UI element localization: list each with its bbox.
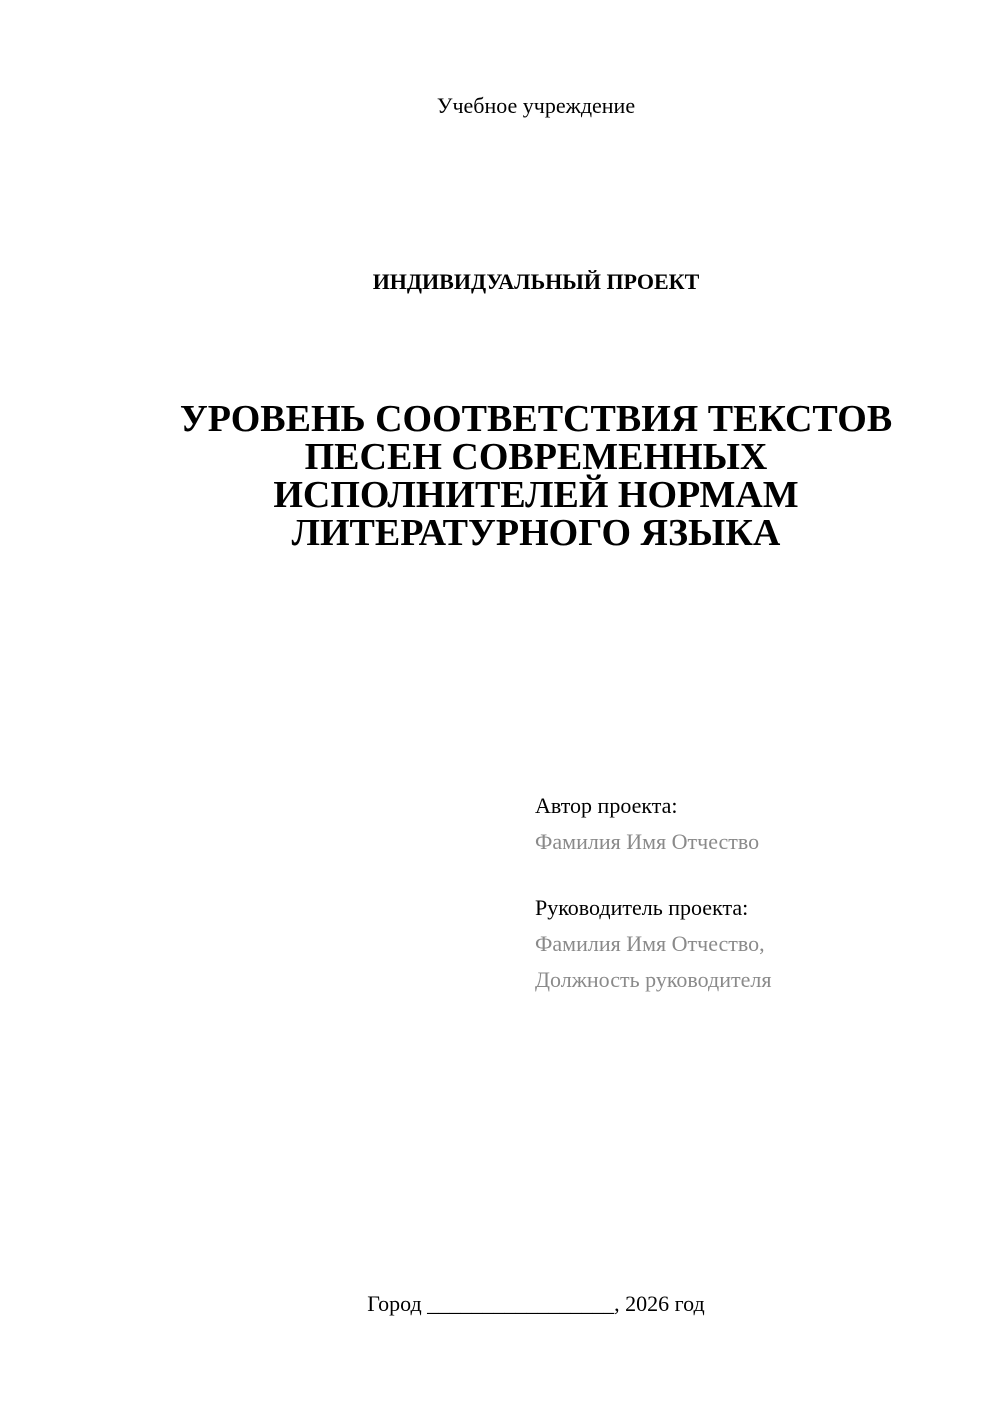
spacer [535,860,975,890]
title-line: ПЕСЕН СОВРЕМЕННЫХ [304,436,768,478]
document-type: ИНДИВИДУАЛЬНЫЙ ПРОЕКТ [372,269,700,294]
project-people-block [535,788,975,998]
title-line: УРОВЕНЬ СООТВЕТСТВИЯ ТЕКСТОВ [179,398,893,440]
institution-name: Учебное учреждение [436,93,636,118]
author-label: Автор проекта: [535,793,678,818]
supervisor-label: Руководитель проекта: [535,895,749,920]
document-title [0,400,1000,552]
supervisor-position-placeholder: Должность руководителя [535,967,772,992]
city-year-line: Город _________________, 2026 год [367,1291,705,1316]
title-line: ЛИТЕРАТУРНОГО ЯЗЫКА [291,512,781,554]
supervisor-name-placeholder: Фамилия Имя Отчество, [535,931,765,956]
title-line: ИСПОЛНИТЕЛЕЙ НОРМАМ [273,474,799,516]
author-name-placeholder: Фамилия Имя Отчество [535,829,760,854]
